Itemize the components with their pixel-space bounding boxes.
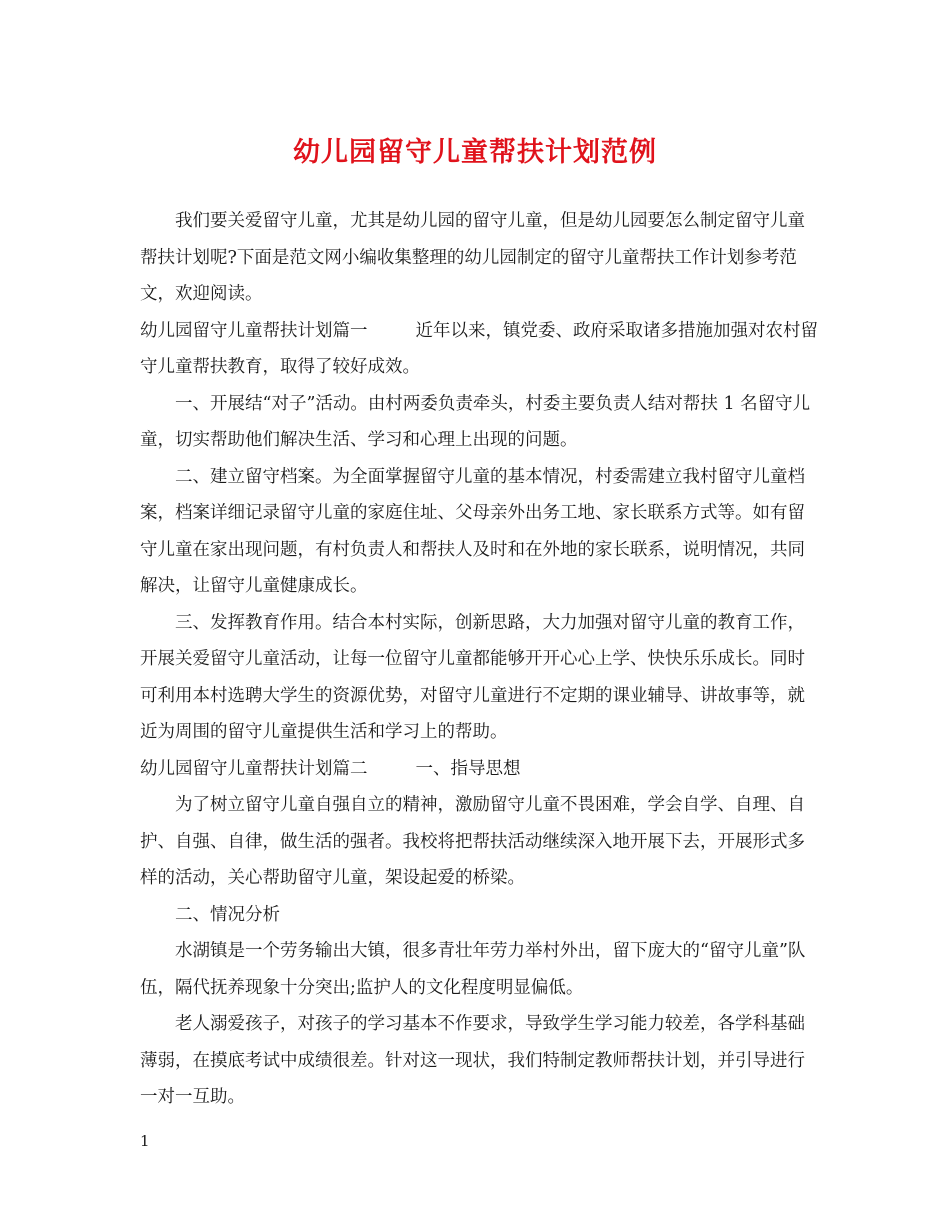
paragraph-section-one [140,313,820,386]
page-number: 1 [140,1132,150,1150]
paragraph-guiding-idea: 为了树立留守儿童自强自立的精神，激励留守儿童不畏困难，学会自学、自理、自护、自强、自律，做生活的强者。我校将把帮扶活动继续深入地开展下去，开展形式多样的活动，关心帮助留守儿童，架设起爱的桥梁。 [140,795,805,888]
paragraph-education: 三、发挥教育作用。结合本村实际，创新思路，大力加强对留守儿童的教育工作，开展关爱留守儿童活动，让每一位留守儿童都能够开开心心上学、快快乐乐成长。同时可利用本村选聘大学生的资源优势，对留守儿童进行不定期的课业辅导、讲故事等，就近为周围的留守儿童提供生活和学习上的帮助。 [140,612,805,742]
section-one-text: 近年以来，镇党委、政府采取诸多措施加强对农村留守儿童帮扶教育，取得了较好成效。 [140,320,818,377]
paragraph-pairing: 一、开展结“对子”活动。由村两委负责牵头，村委主要负责人结对帮扶 1 名留守儿童，切实帮助他们解决生活、学习和心理上出现的问题。 [140,393,811,450]
document-title: 幼儿园留守儿童帮扶计划范例 [293,137,657,168]
paragraph-elders: 老人溺爱孩子，对孩子的学习基本不作要求，导致学生学习能力较差，各学科基础薄弱，在摸底考试中成绩很差。针对这一现状，我们特制定教师帮扶计划，并引导进行一对一互助。 [140,1014,805,1107]
paragraph-town-situation: 水湖镇是一个劳务输出大镇，很多青壮年劳力举村外出，留下庞大的“留守儿童”队伍，隔代抚养现象十分突出;监护人的文化程度明显偏低。 [140,941,806,998]
section-heading-one: 幼儿园留守儿童帮扶计划篇一 [140,320,368,341]
paragraph-analysis-heading: 二、情况分析 [175,904,280,925]
document-body [140,203,820,1116]
paragraph-intro: 我们要关爱留守儿童，尤其是幼儿园的留守儿童，但是幼儿园要怎么制定留守儿童帮扶计划呢?下面是范文网小编收集整理的幼儿园制定的留守儿童帮扶工作计划参考范文，欢迎阅读。 [140,211,805,304]
paragraph-section-two [140,751,820,788]
section-heading-two: 幼儿园留守儿童帮扶计划篇二 [140,758,368,779]
section-two-text: 一、指导思想 [415,758,521,779]
paragraph-archive: 二、建立留守档案。为全面掌握留守儿童的基本情况，村委需建立我村留守儿童档案，档案详细记录留守儿童的家庭住址、父母亲外出务工地、家长联系方式等。如有留守儿童在家出现问题，有村负责人和帮扶人及时和在外地的家长联系，说明情况，共同解决，让留守儿童健康成长。 [140,466,805,596]
